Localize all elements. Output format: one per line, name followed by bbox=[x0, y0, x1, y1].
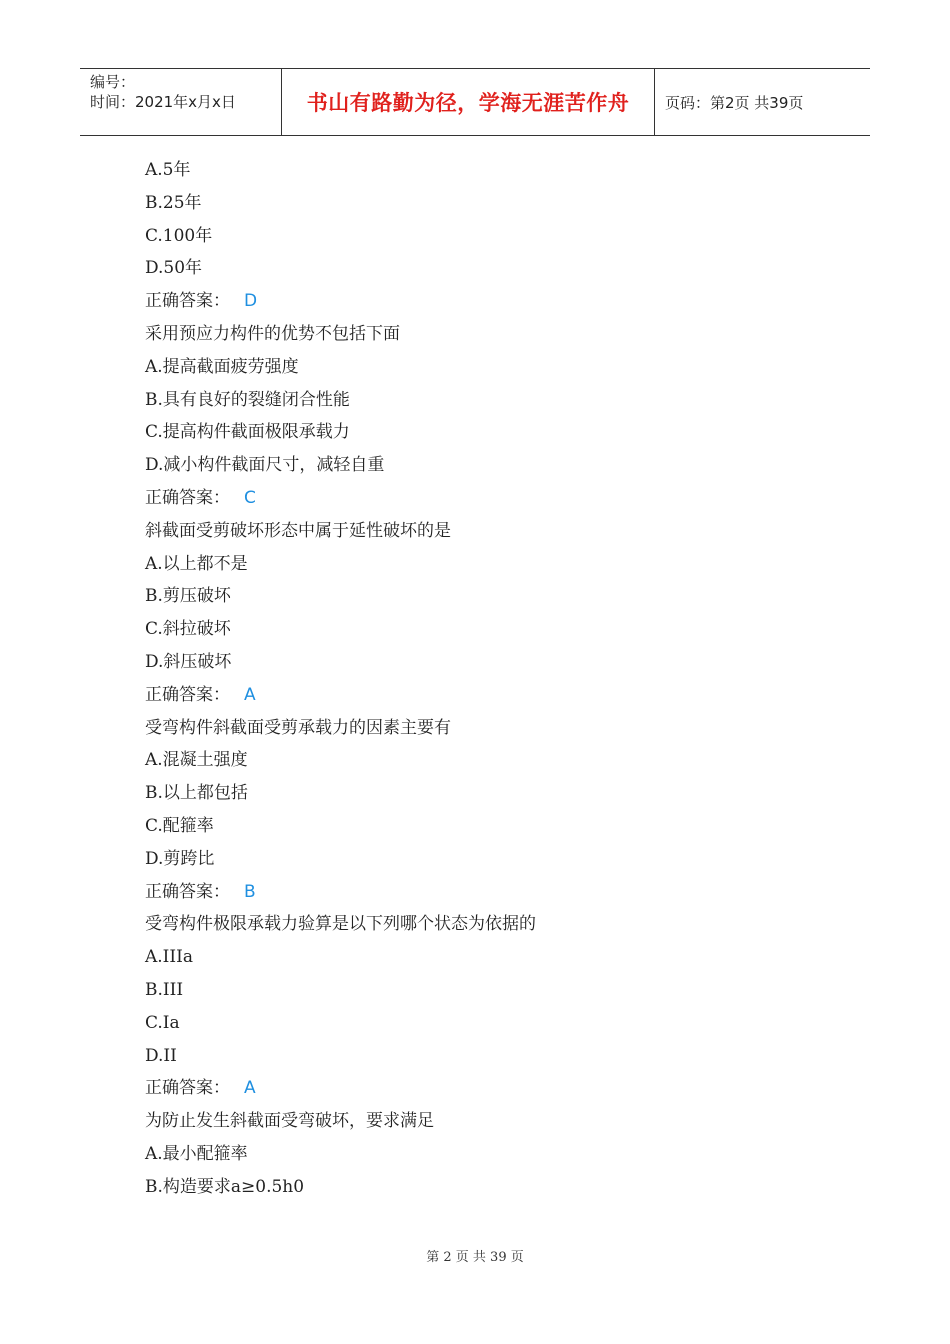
answer-line bbox=[145, 482, 845, 515]
answer-label: 正确答案： bbox=[145, 487, 230, 508]
answer-line bbox=[145, 679, 845, 712]
question-line: 受弯构件极限承载力验算是以下列哪个状态为依据的 bbox=[145, 914, 536, 935]
answer-value: A bbox=[244, 1078, 256, 1099]
question-list bbox=[145, 154, 845, 1204]
option-line: C.Ia bbox=[145, 1012, 180, 1033]
number-label: 编号： bbox=[90, 73, 136, 91]
option-line: B.剪压破坏 bbox=[145, 586, 231, 607]
option-line: A.5年 bbox=[145, 160, 191, 180]
answer-label: 正确答案： bbox=[145, 684, 230, 705]
option-line: B.III bbox=[145, 979, 184, 1000]
option-line: B.以上都包括 bbox=[145, 783, 248, 804]
time-label: 时间：2021年x月x日 bbox=[90, 93, 236, 111]
answer-value: B bbox=[244, 881, 256, 902]
answer-line bbox=[145, 876, 845, 909]
option-line: C.提高构件截面极限承载力 bbox=[145, 422, 350, 443]
answer-value: C bbox=[244, 487, 256, 508]
option-line: A.最小配箍率 bbox=[145, 1143, 248, 1164]
option-line: C.斜拉破坏 bbox=[145, 619, 231, 640]
question-line: 斜截面受剪破坏形态中属于延性破坏的是 bbox=[145, 520, 451, 541]
option-line: A.混凝土强度 bbox=[145, 750, 248, 771]
header-meta bbox=[80, 69, 282, 135]
option-line: A.以上都不是 bbox=[145, 553, 248, 574]
option-line: C.100年 bbox=[145, 225, 213, 246]
answer-value: D bbox=[244, 291, 258, 312]
header-motto: 书山有路勤为径，学海无涯苦作舟 bbox=[282, 69, 655, 135]
option-line: B.25年 bbox=[145, 192, 202, 213]
page-footer: 第 2 页 共 39 页 bbox=[426, 1250, 524, 1265]
option-line: D.斜压破坏 bbox=[145, 651, 232, 672]
question-line: 采用预应力构件的优势不包括下面 bbox=[145, 323, 400, 344]
option-line: B.具有良好的裂缝闭合性能 bbox=[145, 389, 350, 410]
answer-value: A bbox=[244, 684, 256, 705]
option-line: D.减小构件截面尺寸，减轻自重 bbox=[145, 455, 385, 476]
question-line: 为防止发生斜截面受弯破坏，要求满足 bbox=[145, 1111, 434, 1132]
option-line: D.II bbox=[145, 1045, 177, 1066]
question-line: 受弯构件斜截面受剪承载力的因素主要有 bbox=[145, 717, 451, 738]
option-line: A.提高截面疲劳强度 bbox=[145, 356, 299, 377]
option-line: C.配箍率 bbox=[145, 815, 214, 836]
option-line: B.构造要求a≥0.5h0 bbox=[145, 1176, 305, 1197]
header-page-info: 页码：第2页 共39页 bbox=[665, 93, 804, 112]
option-line: A.IIIa bbox=[145, 947, 193, 968]
answer-label: 正确答案： bbox=[145, 1078, 230, 1099]
option-line: D.剪跨比 bbox=[145, 848, 215, 869]
option-line: D.50年 bbox=[145, 258, 203, 279]
answer-label: 正确答案： bbox=[145, 291, 230, 312]
answer-label: 正确答案： bbox=[145, 881, 230, 902]
answer-line bbox=[145, 1072, 845, 1105]
answer-line bbox=[145, 285, 845, 318]
page-header bbox=[80, 68, 870, 136]
